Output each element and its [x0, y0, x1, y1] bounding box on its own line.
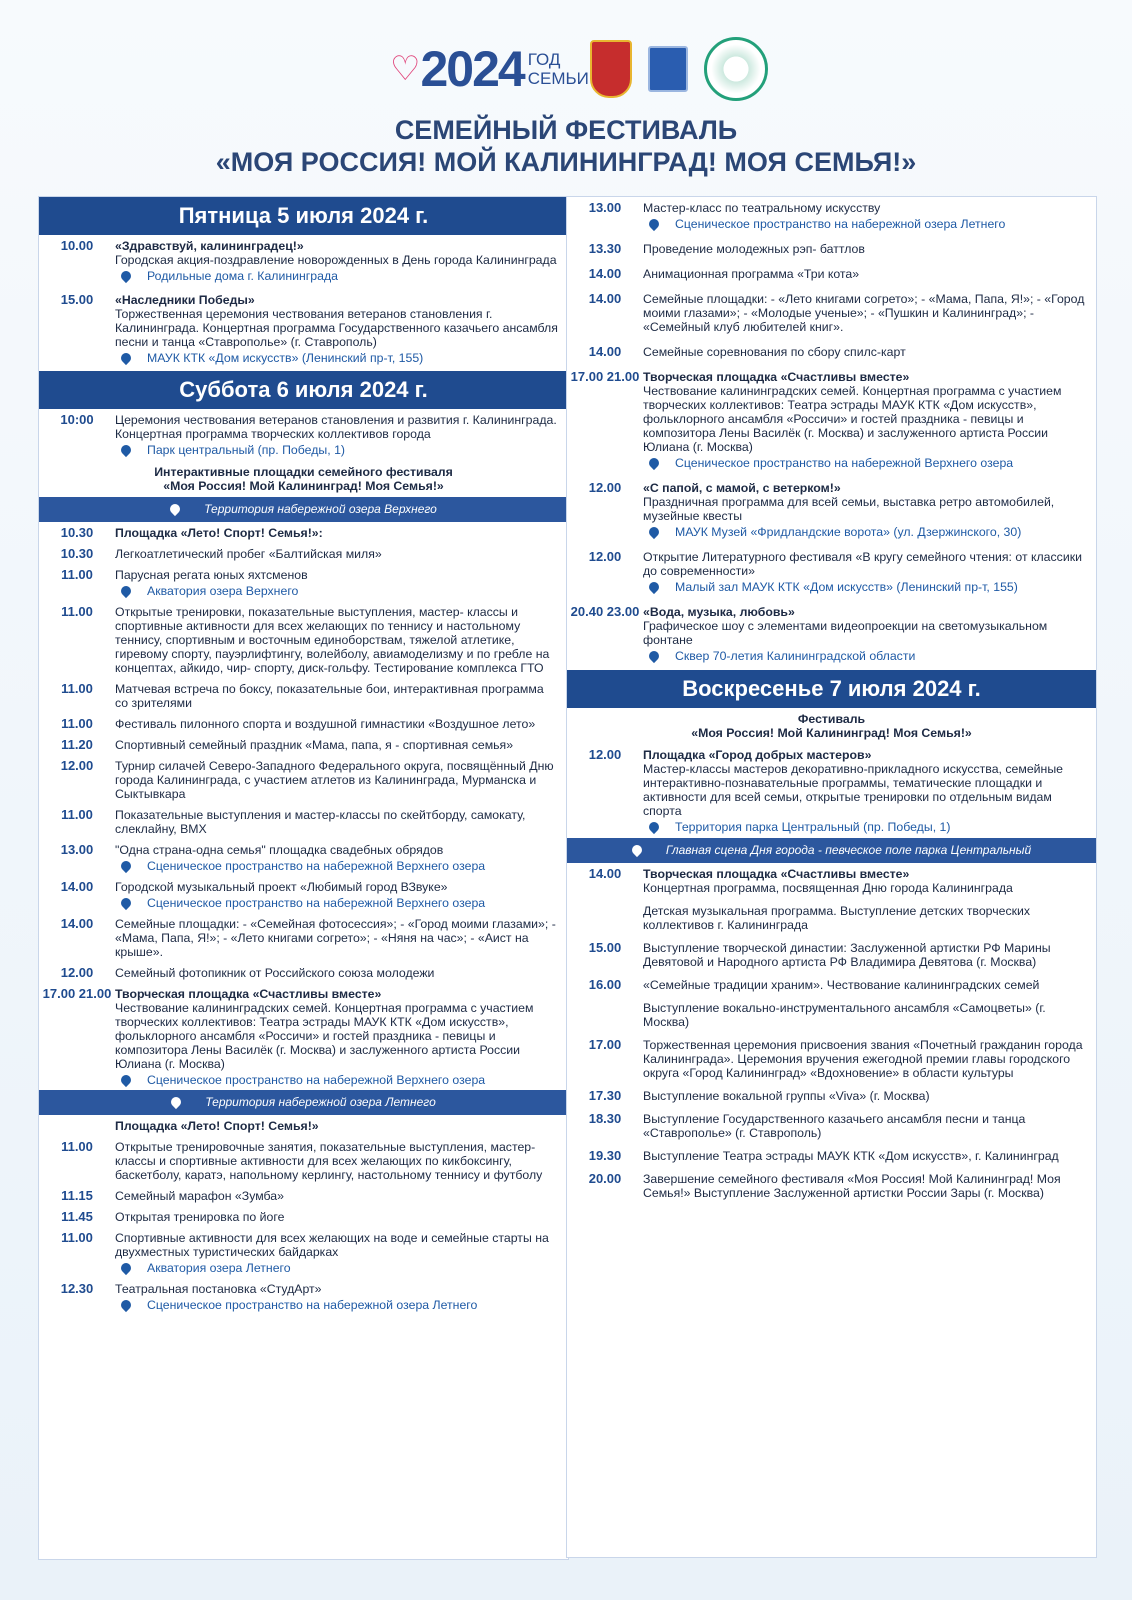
friday-events	[39, 235, 568, 371]
saturday-summer-lake-events	[39, 1115, 568, 1315]
schedule-event	[567, 601, 1096, 670]
event-description: Детская музыкальная программа. Выступление детских творческих коллективов г. Калининграда	[643, 904, 1031, 932]
event-time: 11.15	[61, 1188, 93, 1203]
saturday-header: Суббота 6 июля 2024 г.	[39, 371, 568, 409]
left-column	[38, 196, 569, 1560]
event-time: 12.00	[60, 758, 94, 773]
event-time: 14.00	[588, 291, 622, 306]
event-title: «С папой, с мамой, с ветерком!»	[643, 481, 841, 495]
schedule-event	[567, 366, 1096, 477]
event-time: 14.00	[588, 266, 622, 281]
schedule-event	[39, 1227, 568, 1278]
location-pin-icon	[647, 525, 661, 539]
event-time: 11.00	[61, 1230, 93, 1245]
location-pin-icon	[119, 351, 133, 365]
event-description: Открытые тренировки, показательные выступления, мастер- классы и спортивные активности для всех желающих по теннису и настольному теннису, спортивным и восточным единоборствам, тяжелой атлетике, гиревому спорту, пауэрлифтингу, волейболу, авиамоделизму и по гребле на концептах, айкидо, чир- спорту, диск-гольфу. Тестирование комплекса ГТО	[115, 605, 550, 675]
event-description: Семейные площадки: - «Семейная фотосессия»; - «Город моими глазами»; - «Мама, Папа, Я!»; - «Лето книгами согрето»; - «Няня на час»; - «Аист на крыше».	[115, 917, 556, 959]
event-description: Семейные площадки: - «Лето книгами согрето»; - «Мама, Папа, Я!»; - «Город моими глазами»; - «Молодые ученые»; - «Пушкин и Калининград»; - «Семейный клуб любителей книг».	[643, 292, 1085, 334]
event-description: Выступление Государственного казачьего ансамбля песни и танца «Ставрополье» (г. Ставрополь)	[643, 1112, 1026, 1140]
event-title: «Вода, музыка, любовь»	[643, 605, 795, 619]
location-pin-icon	[647, 456, 661, 470]
schedule-event	[39, 839, 568, 876]
event-location: Сквер 70-летия Калининградской области	[643, 649, 1086, 663]
saturday-first-event: 10:00 Церемония чествования ветеранов становления и развития г. Калининграда. Концертная программа творческих коллективов города Парк центральный (пр. Победы, 1)	[60, 412, 557, 457]
event-description: Турнир силачей Северо-Западного Федерального округа, посвящённый Дню города Калининграда, с участием атлетов из Калининграда, Мурманска и Сыктывкара	[115, 759, 554, 801]
friday-header: Пятница 5 июля 2024 г.	[39, 197, 568, 235]
event-title: Творческая площадка «Счастливы вместе»	[643, 867, 910, 881]
location-pin-icon	[119, 443, 133, 457]
event-time: 14.00	[60, 916, 94, 931]
event-time: 11.00	[61, 716, 93, 731]
location-pin-icon	[647, 649, 661, 663]
sunday-header: Воскресенье 7 июля 2024 г.	[567, 670, 1096, 708]
event-time: 10.00	[60, 238, 94, 253]
event-time: 20.00	[588, 1171, 622, 1186]
event-title: Площадка «Лето! Спорт! Семья!»:	[115, 526, 323, 540]
schedule-event	[39, 734, 568, 755]
event-time: 11.00	[61, 807, 93, 822]
venue-bar-upper-lake: Территория набережной озера Верхнего	[39, 497, 568, 522]
event-time: 15.00	[60, 292, 94, 307]
logo-sub2: СЕМЬИ	[527, 69, 589, 88]
event-time: 12.00	[588, 549, 622, 564]
schedule-event	[39, 289, 568, 371]
event-location: Родильные дома г. Калининграда	[115, 269, 558, 283]
saturday-continued-events	[567, 197, 1096, 670]
event-description: Завершение семейного фестиваля «Моя Россия! Мой Калининград! Моя Семья!» Выступление Заслуженной артистки России Зары (г. Москва)	[643, 1172, 1061, 1200]
foundation-emblem-icon	[704, 37, 768, 101]
schedule-event	[567, 974, 1096, 997]
event-time	[567, 1001, 643, 1029]
schedule-event	[567, 1168, 1096, 1205]
event-time	[39, 1119, 115, 1133]
event-description: Проведение молодежных рэп- баттлов	[643, 242, 865, 256]
schedule-event	[39, 983, 568, 1090]
schedule-event	[39, 913, 568, 962]
schedule-event	[39, 1136, 568, 1185]
event-time: 20.40 23.00	[570, 604, 640, 619]
venue-bar-summer-lake: Территория набережной озера Летнего	[39, 1090, 568, 1115]
location-pin-icon	[168, 502, 182, 516]
schedule-event	[567, 1108, 1096, 1145]
schedule-event	[39, 522, 568, 543]
logo-sub1: ГОД	[527, 50, 561, 69]
sunday-first-event: 12.00 Площадка «Город добрых мастеров» Мастер-классы мастеров декоративно-прикладного искусства, семейные интерактивно-познавательные программы, тематические площадки и активности для всей семьи, открытые тренировки по отдельным видам спорта Территория парка Центральный (пр. Победы, 1)	[588, 747, 1063, 834]
event-time: 13.00	[588, 200, 622, 215]
header	[0, 0, 1132, 185]
schedule-event	[567, 1085, 1096, 1108]
event-time: 17.00 21.00	[570, 369, 640, 384]
sunday-fest-caption: Фестиваль «Моя Россия! Мой Калининград! Моя Семья!»	[691, 712, 972, 740]
location-pin-icon	[119, 269, 133, 283]
event-description: Торжественная церемония присвоения звания «Почетный гражданин города Калининграда». Церемония вручения ежегодной премии главы городского округа «Город Калининград» «Вдохновение» в области культуры	[643, 1038, 1083, 1080]
schedule-event	[39, 543, 568, 564]
event-location: МАУК КТК «Дом искусств» (Ленинский пр-т, 155)	[115, 351, 558, 365]
event-description: Театральная постановка «СтудАрт»	[115, 1282, 322, 1296]
event-description: Мастер-класс по театральному искусству	[643, 201, 881, 215]
event-description: Анимационная программа «Три кота»	[643, 267, 860, 281]
event-description: Выступление творческой династии: Заслуженной артистки РФ Марины Девятовой и Народного артиста РФ Владимира Девятова (г. Москва)	[643, 941, 1051, 969]
event-time: 11.20	[61, 737, 93, 752]
event-title: «Наследники Победы»	[115, 293, 255, 307]
event-time: 16.00	[588, 977, 622, 992]
location-pin-icon	[119, 896, 133, 910]
event-location: Сценическое пространство на набережной Верхнего озера	[115, 859, 558, 873]
location-pin-icon	[630, 843, 644, 857]
event-description: Выступление вокальной группы «Viva» (г. Москва)	[643, 1089, 930, 1103]
schedule-event	[567, 341, 1096, 366]
schedule-event	[39, 713, 568, 734]
event-description: Легкоатлетический пробег «Балтийская миля»	[115, 547, 382, 561]
event-description: «Семейные традиции храним». Чествование калининградских семей	[643, 978, 1040, 992]
location-pin-icon	[647, 580, 661, 594]
schedule-event	[39, 876, 568, 913]
right-column	[566, 196, 1097, 1558]
event-description: Парусная регата юных яхтсменов	[115, 568, 308, 582]
schedule-event	[567, 863, 1096, 900]
location-pin-icon	[647, 217, 661, 231]
event-location: МАУК Музей «Фридландские ворота» (ул. Дзержинского, 30)	[643, 525, 1086, 539]
saturday-upper-lake-events	[39, 522, 568, 1090]
event-time: 13.00	[60, 842, 94, 857]
event-title: Творческая площадка «Счастливы вместе»	[115, 987, 382, 1001]
location-pin-icon	[119, 584, 133, 598]
event-description: Спортивный семейный праздник «Мама, папа, я - спортивная семья»	[115, 738, 514, 752]
event-time: 11.00	[61, 1139, 93, 1154]
schedule-event	[567, 937, 1096, 974]
schedule-event	[39, 235, 568, 289]
event-description: Концертная программа, посвященная Дню города Калининграда	[643, 881, 1013, 895]
page-title: СЕМЕЙНЫЙ ФЕСТИВАЛЬ «МОЯ РОССИЯ! МОЙ КАЛИНИНГРАД! МОЯ СЕМЬЯ!»	[215, 115, 917, 177]
event-description: "Одна страна-одна семья" площадка свадебных обрядов	[115, 843, 444, 857]
location-pin-icon	[119, 1261, 133, 1275]
event-time: 12.30	[60, 1281, 94, 1296]
location-pin-icon	[119, 1073, 133, 1087]
event-description: Открытая тренировка по йоге	[115, 1210, 285, 1224]
schedule-event	[567, 263, 1096, 288]
event-time: 14.00	[588, 344, 622, 359]
event-description: Показательные выступления и мастер-классы по скейтборду, самокату, слеклайну, BMX	[115, 808, 526, 836]
schedule-event	[567, 1034, 1096, 1085]
event-description: Чествование калининградских семей. Концертная программа с участием творческих коллективов: Театра эстрады МАУК КТК «Дом искусств», фольклорного ансамбля «Россичи» и гостей праздника - певицы и композитора Лены Василёк (г. Москва) и заслуженного артиста России Юлиана (г. Москва)	[115, 1001, 534, 1071]
logo-year: 2024	[420, 41, 524, 97]
event-location: Малый зал МАУК КТК «Дом искусств» (Ленинский пр-т, 155)	[643, 580, 1086, 594]
event-description: Открытие Литературного фестиваля «В кругу семейного чтения: от классики до современности»	[643, 550, 1082, 578]
event-title: Площадка «Лето! Спорт! Семья!»	[115, 1119, 319, 1133]
event-time: 12.00	[588, 480, 622, 495]
schedule-event	[39, 1115, 568, 1136]
schedule-event	[39, 755, 568, 804]
schedule-event	[567, 238, 1096, 263]
event-title: Творческая площадка «Счастливы вместе»	[643, 370, 910, 384]
interactive-caption: Интерактивные площадки семейного фестиваля «Моя Россия! Мой Калининград! Моя Семья!»	[154, 465, 453, 493]
schedule-event	[39, 1185, 568, 1206]
event-description: Выступление Театра эстрады МАУК КТК «Дом искусств», г. Калининград	[643, 1149, 1059, 1163]
schedule-event	[567, 477, 1096, 546]
event-location: Сценическое пространство на набережной Верхнего озера	[115, 896, 558, 910]
event-time: 19.30	[588, 1148, 622, 1163]
location-pin-icon	[169, 1095, 183, 1109]
event-description: Открытые тренировочные занятия, показательные выступления, мастер-классы и спортивные активности для всех желающих по кикбоксингу, баскетболу, каратэ, напольному керлингу, настольному теннису и футболу	[115, 1140, 543, 1182]
schedule-event	[567, 197, 1096, 238]
event-time	[567, 904, 643, 932]
event-time: 17.00	[588, 1037, 622, 1052]
event-time: 10.30	[60, 546, 94, 561]
event-time: 14.00	[60, 879, 94, 894]
event-description: Графическое шоу с элементами видеопроекции на светомузыкальном фонтане	[643, 619, 1048, 647]
event-description: Городской музыкальный проект «Любимый город ВЗвуке»	[115, 880, 448, 894]
event-description: Праздничная программа для всей семьи, выставка ретро автомобилей, музейные квесты	[643, 495, 1055, 523]
event-time: 14.00	[588, 866, 622, 881]
schedule-event	[567, 997, 1096, 1034]
event-time: 17.30	[588, 1088, 622, 1103]
sunday-events	[567, 863, 1096, 1205]
event-description: Фестиваль пилонного спорта и воздушной гимнастики «Воздушное лето»	[115, 717, 536, 731]
schedule-event	[39, 1278, 568, 1315]
location-pin-icon	[119, 859, 133, 873]
event-time: 11.45	[61, 1209, 93, 1224]
event-time: 10.30	[60, 525, 94, 540]
schedule-event	[39, 564, 568, 601]
heart-icon: ♡	[390, 50, 421, 88]
event-time: 11.00	[61, 567, 93, 582]
event-description: Чествование калининградских семей. Концертная программа с участием творческих коллективов: Театра эстрады МАУК КТК «Дом искусств», фольклорного ансамбля «Россичи» и гостей праздника - певицы и композитора Лены Василёк (г. Москва) и заслуженного артиста России Юлиана (г. Москва)	[643, 384, 1062, 454]
location-pin-icon	[647, 820, 661, 834]
event-location: Акватория озера Летнего	[115, 1261, 558, 1275]
event-location: Сценическое пространство на набережной Верхнего озера	[115, 1073, 558, 1087]
location-pin-icon	[119, 1298, 133, 1312]
event-time: 18.30	[588, 1111, 622, 1126]
event-title: «Здравствуй, калининградец!»	[115, 239, 304, 253]
schedule-event	[39, 962, 568, 983]
region-crest-icon	[590, 40, 632, 98]
event-description: Семейный фотопикник от Российского союза молодежи	[115, 966, 435, 980]
event-time: 11.00	[61, 604, 93, 619]
event-description: Семейные соревнования по сбору спилс-карт	[643, 345, 906, 359]
event-location: Сценическое пространство на набережной Верхнего озера	[643, 456, 1086, 470]
event-time: 15.00	[588, 940, 622, 955]
schedule-event	[567, 288, 1096, 341]
event-description: Торжественная церемония чествования ветеранов становления г. Калининграда. Концертная программа Государственного казачьего ансамбля песни и танца «Ставрополье» (г. Ставрополь)	[115, 307, 558, 349]
schedule-event	[39, 678, 568, 713]
year-of-family-logo	[390, 41, 589, 97]
event-description: Спортивные активности для всех желающих на воде и семейные старты на двухместных туристических байдарках	[115, 1231, 549, 1259]
event-description: Городская акция-поздравление новорожденных в День города Калининграда	[115, 253, 557, 267]
schedule-event	[567, 900, 1096, 937]
venue-bar-main-stage: Главная сцена Дня города - певческое поле парка Центральный	[567, 838, 1096, 863]
schedule-event	[39, 1206, 568, 1227]
schedule-event	[39, 601, 568, 678]
event-description: Выступление вокально-инструментального ансамбля «Самоцветы» (г. Москва)	[643, 1001, 1046, 1029]
event-location: Акватория озера Верхнего	[115, 584, 558, 598]
event-time: 12.00	[60, 965, 94, 980]
event-description: Семейный марафон «Зумба»	[115, 1189, 284, 1203]
event-time: 17.00 21.00	[42, 986, 112, 1001]
event-description: Матчевая встреча по боксу, показательные бои, интерактивная программа со зрителями	[115, 682, 544, 710]
schedule-event	[567, 546, 1096, 601]
event-location: Сценическое пространство на набережной озера Летнего	[643, 217, 1086, 231]
schedule-event	[567, 1145, 1096, 1168]
schedule-event	[39, 804, 568, 839]
event-time: 11.00	[61, 681, 93, 696]
logo-row	[390, 34, 768, 104]
city-crest-icon	[648, 46, 688, 92]
event-location: Сценическое пространство на набережной озера Летнего	[115, 1298, 558, 1312]
event-time: 13.30	[588, 241, 622, 256]
